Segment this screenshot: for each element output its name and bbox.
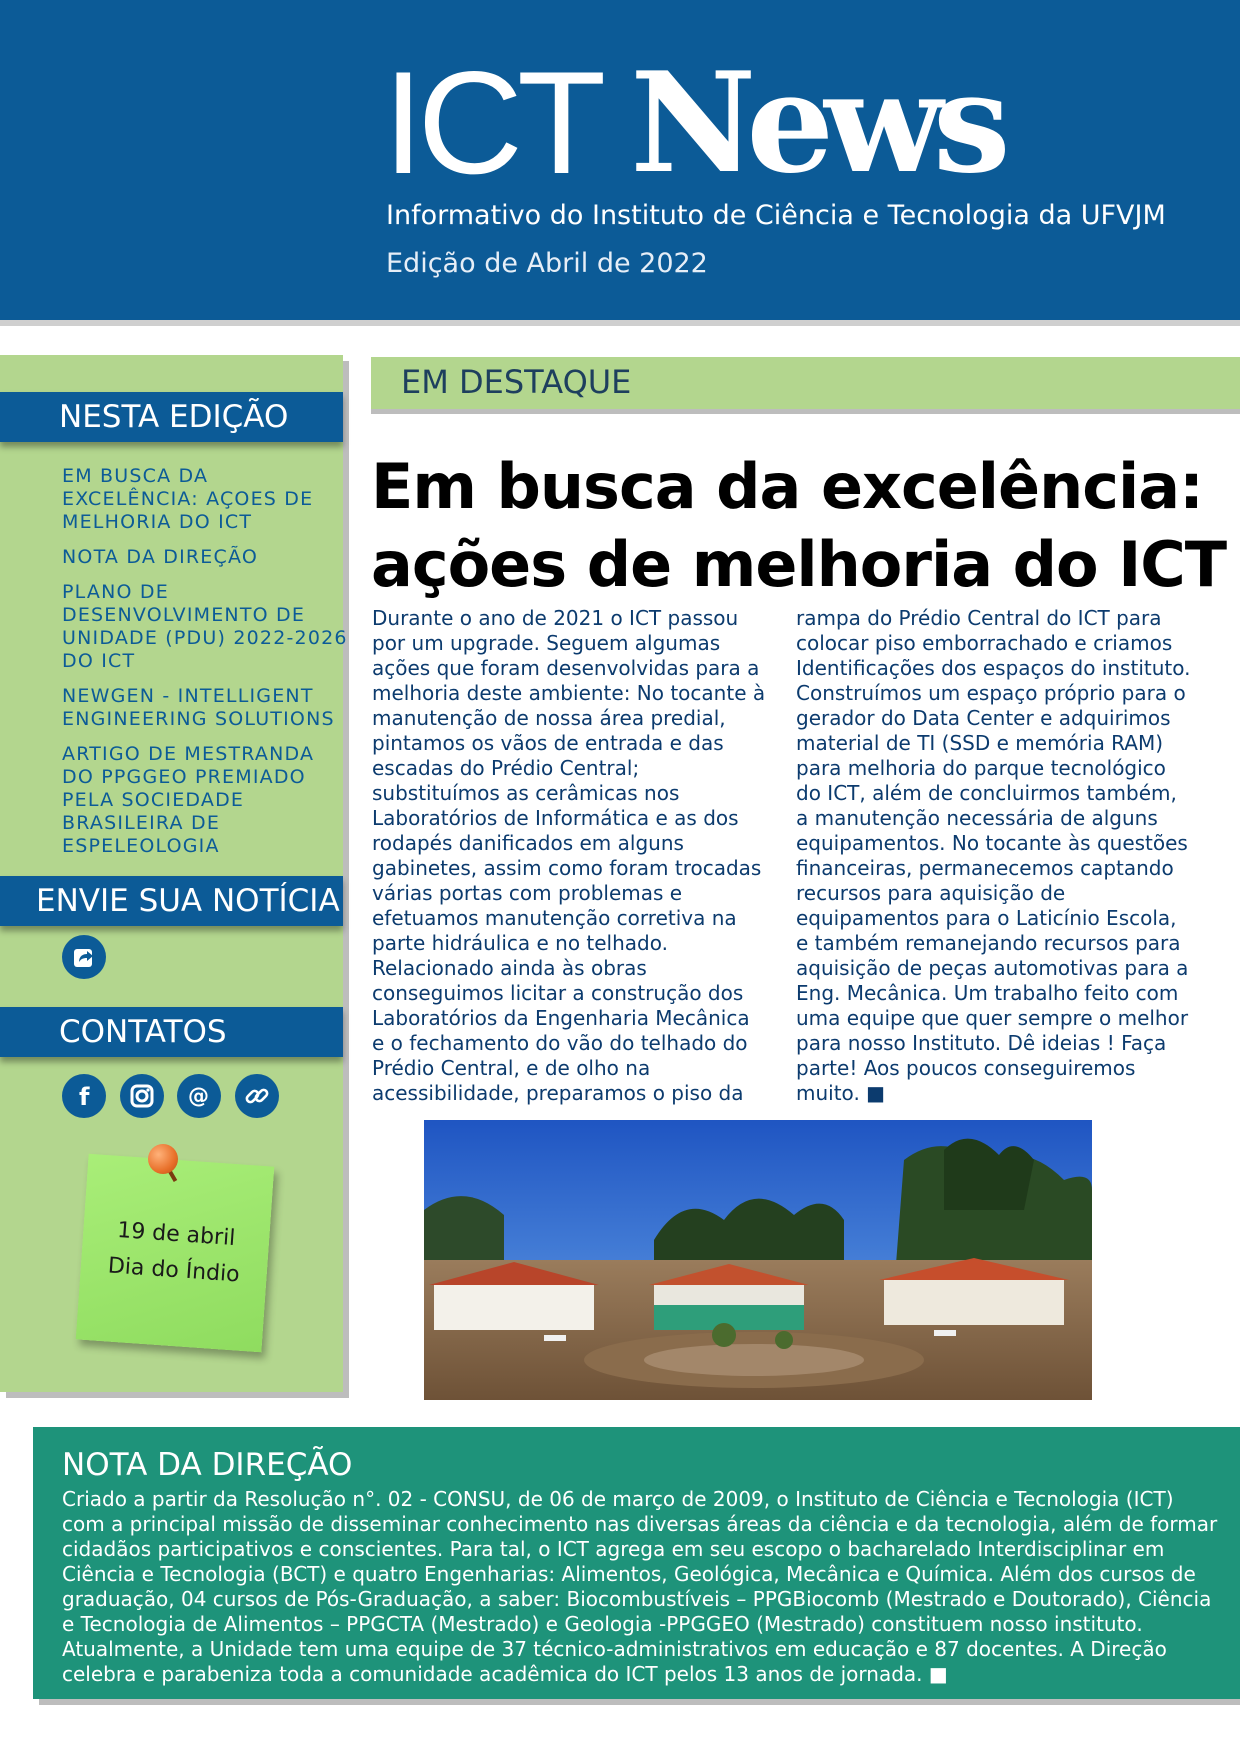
toc-heading	[0, 392, 343, 442]
logo-ict-text: ICT	[383, 41, 601, 204]
campus-photo	[424, 1120, 1092, 1400]
table-of-contents	[62, 465, 352, 870]
instagram-icon[interactable]	[120, 1074, 164, 1118]
director-note-text: Criado a partir da Resolução n°. 02 - CONSU, de 06 de março de 2009, o Instituto de Ciência e Tecnologia (ICT) com a principal missão de disseminar conhecimento nas diversas áreas da ciência e da tecnologia, além de formar cidadãos participativos e conscientes. Para tal, o ICT agrega em seu escopo o bacharelado Interdisciplinar em Ciência e Tecnologia (BCT) e quatro Engenharias: Alimentos, Geológica, Mecânica e Química. Além dos cursos de graduação, 04 cursos de Pós-Graduação, a saber: Biocombustíveis – PPGBiocomb (Mestrado e Doutorado), Ciência e Tecnologia de Alimentos – PPGCTA (Mestrado) e Geologia -PPGGEO (Mestrado) constituem nosso instituto. Atualmente, a Unidade tem uma equipe de 37 técnico-administrativos em educação e 87 docentes. A Direção celebra e parabeniza toda a comunidade acadêmica do ICT pelos 13 anos de jornada. ■	[62, 1487, 1218, 1686]
send-news-label: ENVIE SUA NOTÍCIA	[36, 883, 340, 919]
article-column-1: Durante o ano de 2021 o ICT passou por um upgrade. Seguem algumas ações que foram desenvolvidas para a melhoria deste ambiente: No tocante à manutenção de nossa área predial, pintamos os vãos de entrada e das escadas do Prédio Central; substituímos as cerâmicas nos Laboratórios de Informática e as dos rodapés danificados em alguns gabinetes, assim como foram trocadas várias portas com problemas e efetuamos manutenção corretiva na parte hidráulica e no telhado. Relacionado ainda às obras conseguimos licitar a construção dos Laboratórios da Engenharia Mecânica e o fechamento do vão do telhado do Prédio Central, e de olho na acessibilidade, preparamos o piso da	[372, 606, 766, 1105]
link-icon[interactable]	[235, 1074, 279, 1118]
section-label: EM DESTAQUE	[401, 363, 632, 401]
facebook-icon[interactable]	[62, 1074, 106, 1118]
pushpin-icon	[148, 1144, 178, 1174]
article-headline: Em busca da excelência: ações de melhoria do ICT	[371, 450, 1227, 601]
svg-text:f: f	[79, 1083, 90, 1109]
toc-item[interactable]: ARTIGO DE MESTRANDA DO PPGGEO PREMIADO PELA SOCIEDADE BRASILEIRA DE ESPELEOLOGIA	[62, 743, 315, 857]
contacts-heading	[0, 1007, 343, 1057]
toc-item[interactable]: NEWGEN - INTELLIGENT ENGINEERING SOLUTIONS	[62, 685, 335, 730]
toc-item[interactable]: EM BUSCA DA EXCELÊNCIA: AÇOES DE MELHORIA DO ICT	[62, 465, 314, 533]
director-note-box	[33, 1427, 1240, 1699]
masthead-subtitle: Informativo do Instituto de Ciência e Tecnologia da UFVJM	[386, 200, 1166, 231]
note-occasion: Dia do Índio	[107, 1253, 241, 1288]
note-date: 19 de abril	[116, 1217, 237, 1252]
toc-item[interactable]: PLANO DE DESENVOLVIMENTO DE UNIDADE (PDU) 2022-2026 DO ICT	[62, 581, 348, 672]
logo-news-text: News	[630, 41, 1001, 204]
toc-heading-label: NESTA EDIÇÃO	[59, 399, 289, 435]
masthead	[0, 0, 1240, 320]
toc-item[interactable]: NOTA DA DIREÇÃO	[62, 546, 258, 568]
svg-text:@: @	[188, 1084, 209, 1108]
ict-news-logo	[383, 41, 1001, 204]
article-column-2: rampa do Prédio Central do ICT para colocar piso emborrachado e criamos Identificações dos espaços do instituto. Construímos um espaço próprio para o gerador do Data Center e adquirimos material de TI (SSD e memória RAM) para melhoria do parque tecnológico do ICT, além de concluirmos também, a manutenção necessária de alguns equipamentos. No tocante às questões financeiras, permanecemos captando recursos para aquisição de equipamentos para o Laticínio Escola, e também remanejando recursos para aquisição de peças automotivas para a Eng. Mecânica. Um trabalho feito com uma equipe que quer sempre o melhor para nosso Instituto. Dê ideias ! Faça parte! Aos poucos conseguiremos muito. ■	[796, 606, 1191, 1105]
edition-date: Edição de Abril de 2022	[386, 248, 708, 279]
send-news-heading	[0, 876, 343, 926]
director-note-title: NOTA DA DIREÇÃO	[62, 1447, 353, 1483]
share-icon[interactable]	[62, 935, 106, 979]
contacts-label: CONTATOS	[59, 1014, 227, 1050]
sticky-note	[76, 1154, 275, 1353]
section-band	[371, 357, 1240, 409]
email-icon[interactable]	[177, 1074, 221, 1118]
